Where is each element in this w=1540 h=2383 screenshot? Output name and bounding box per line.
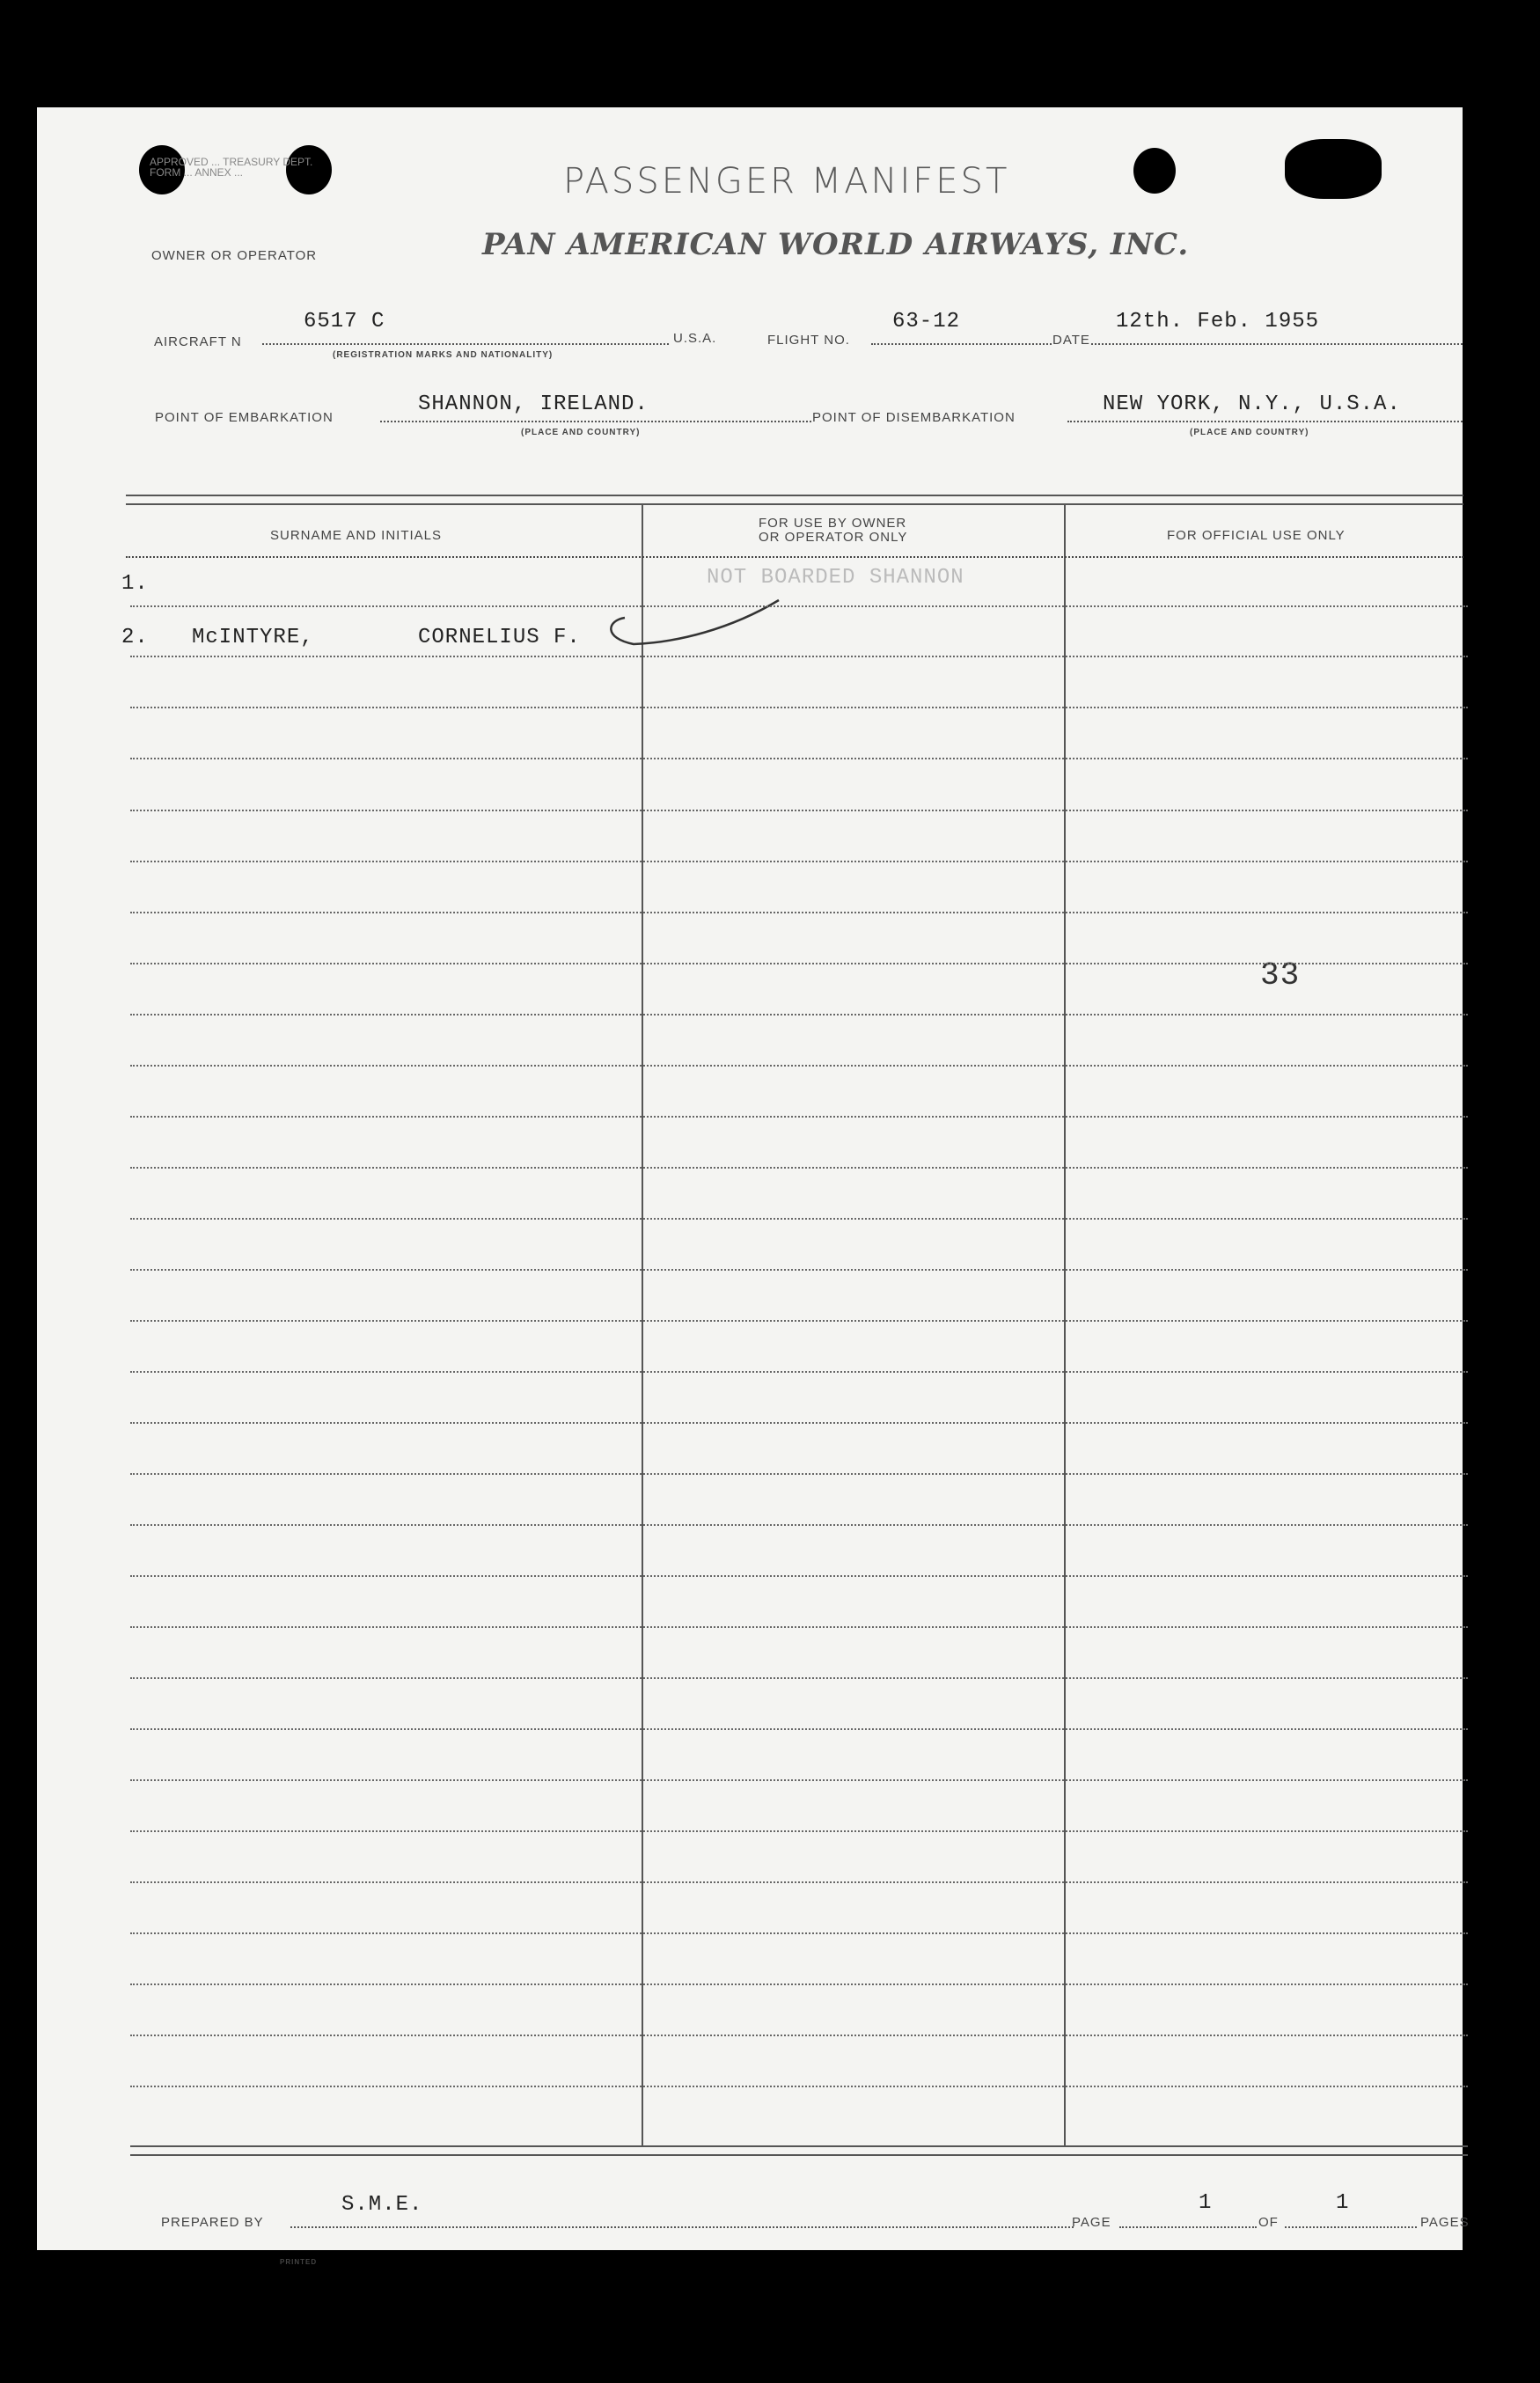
prepared-line	[290, 2226, 1074, 2228]
row-owner-note: NOT BOARDED SHANNON	[707, 566, 964, 590]
embark-sub: (PLACE AND COUNTRY)	[521, 428, 641, 437]
row-rule	[130, 1371, 1468, 1373]
row-rule	[130, 963, 1468, 964]
check-mark	[598, 581, 810, 651]
header-rule	[126, 556, 1463, 558]
table-bottom-rule	[130, 2145, 1468, 2147]
page-line	[1119, 2226, 1257, 2228]
page-title: PASSENGER MANIFEST	[563, 161, 1010, 202]
embark-label: POINT OF EMBARKATION	[155, 410, 334, 425]
row-rule	[130, 1779, 1468, 1781]
row-rule	[130, 1983, 1468, 1985]
row-rule	[130, 656, 1468, 657]
owner-value: PAN AMERICAN WORLD AIRWAYS, INC.	[482, 227, 1190, 262]
row-rule	[130, 1218, 1468, 1220]
table-bottom-rule	[130, 2154, 1468, 2156]
flight-label: FLIGHT NO.	[767, 333, 850, 348]
row-rule	[130, 1830, 1468, 1832]
row-rule	[130, 1065, 1468, 1067]
row-rule	[130, 605, 1468, 607]
disembark-line	[1067, 421, 1463, 422]
row-rule	[130, 1269, 1468, 1271]
aircraft-sub: (REGISTRATION MARKS AND NATIONALITY)	[333, 350, 554, 360]
approved-stamp: APPROVED ... TREASURY DEPT. FORM ... ANNEX ...	[150, 156, 313, 179]
pages-label: PAGES	[1420, 2215, 1470, 2230]
punch-hole	[1285, 139, 1382, 199]
flight-line	[871, 343, 1052, 345]
row-rule	[130, 1881, 1468, 1883]
row-rule	[130, 1626, 1468, 1628]
disembark-value: NEW YORK, N.Y., U.S.A.	[1103, 392, 1401, 416]
row-number: 1.	[121, 572, 149, 596]
row-rule	[130, 1116, 1468, 1118]
col-owner-header-1: FOR USE BY OWNER	[759, 516, 907, 531]
printed-label: PRINTED	[280, 2258, 318, 2266]
row-rule	[130, 707, 1468, 708]
aircraft-value: 6517 C	[304, 310, 385, 334]
row-rule	[130, 861, 1468, 862]
flight-value: 63-12	[892, 310, 961, 334]
row-rule	[130, 1320, 1468, 1322]
prepared-value: S.M.E.	[341, 2193, 423, 2217]
embark-value: SHANNON, IRELAND.	[418, 392, 649, 416]
row-rule	[130, 2035, 1468, 2036]
disembark-label: POINT OF DISEMBARKATION	[812, 410, 1016, 425]
row-rule	[130, 1524, 1468, 1526]
disembark-sub: (PLACE AND COUNTRY)	[1190, 428, 1309, 437]
owner-label: OWNER OR OPERATOR	[151, 248, 318, 263]
row-rule	[130, 1728, 1468, 1730]
row-rule	[130, 912, 1468, 913]
punch-hole	[1133, 148, 1176, 194]
row-rule	[130, 810, 1468, 811]
date-label: DATE	[1052, 333, 1090, 348]
embark-line	[380, 421, 811, 422]
prepared-label: PREPARED BY	[161, 2215, 264, 2230]
aircraft-line	[262, 343, 669, 345]
row-rule	[130, 1422, 1468, 1424]
of-label: OF	[1258, 2215, 1279, 2230]
col-owner-header-2: OR OPERATOR ONLY	[759, 530, 908, 545]
official-mark: 33	[1260, 957, 1301, 994]
row-number: 2.	[121, 626, 149, 649]
table-top-rule	[126, 503, 1463, 505]
of-value: 1	[1336, 2191, 1350, 2215]
row-rule	[130, 1932, 1468, 1934]
usa-label: U.S.A.	[673, 331, 717, 346]
row-rule	[130, 2086, 1468, 2087]
column-divider	[1064, 503, 1066, 2145]
col-surname-header: SURNAME AND INITIALS	[270, 528, 443, 543]
page-label: PAGE	[1072, 2215, 1111, 2230]
row-rule	[130, 1677, 1468, 1679]
col-official-header: FOR OFFICIAL USE ONLY	[1167, 528, 1346, 543]
row-rule	[130, 1473, 1468, 1475]
row-initials: CORNELIUS F.	[418, 626, 581, 649]
row-rule	[130, 1014, 1468, 1016]
row-rule	[130, 1575, 1468, 1577]
page-value: 1	[1199, 2191, 1213, 2215]
row-rule	[130, 1167, 1468, 1169]
table-top-rule	[126, 495, 1463, 496]
row-rule	[130, 758, 1468, 759]
date-value: 12th. Feb. 1955	[1116, 310, 1320, 334]
aircraft-label: AIRCRAFT N	[154, 334, 242, 349]
column-divider	[642, 503, 643, 2145]
of-line	[1285, 2226, 1417, 2228]
row-surname: McINTYRE,	[192, 626, 314, 649]
date-line	[1091, 343, 1463, 345]
